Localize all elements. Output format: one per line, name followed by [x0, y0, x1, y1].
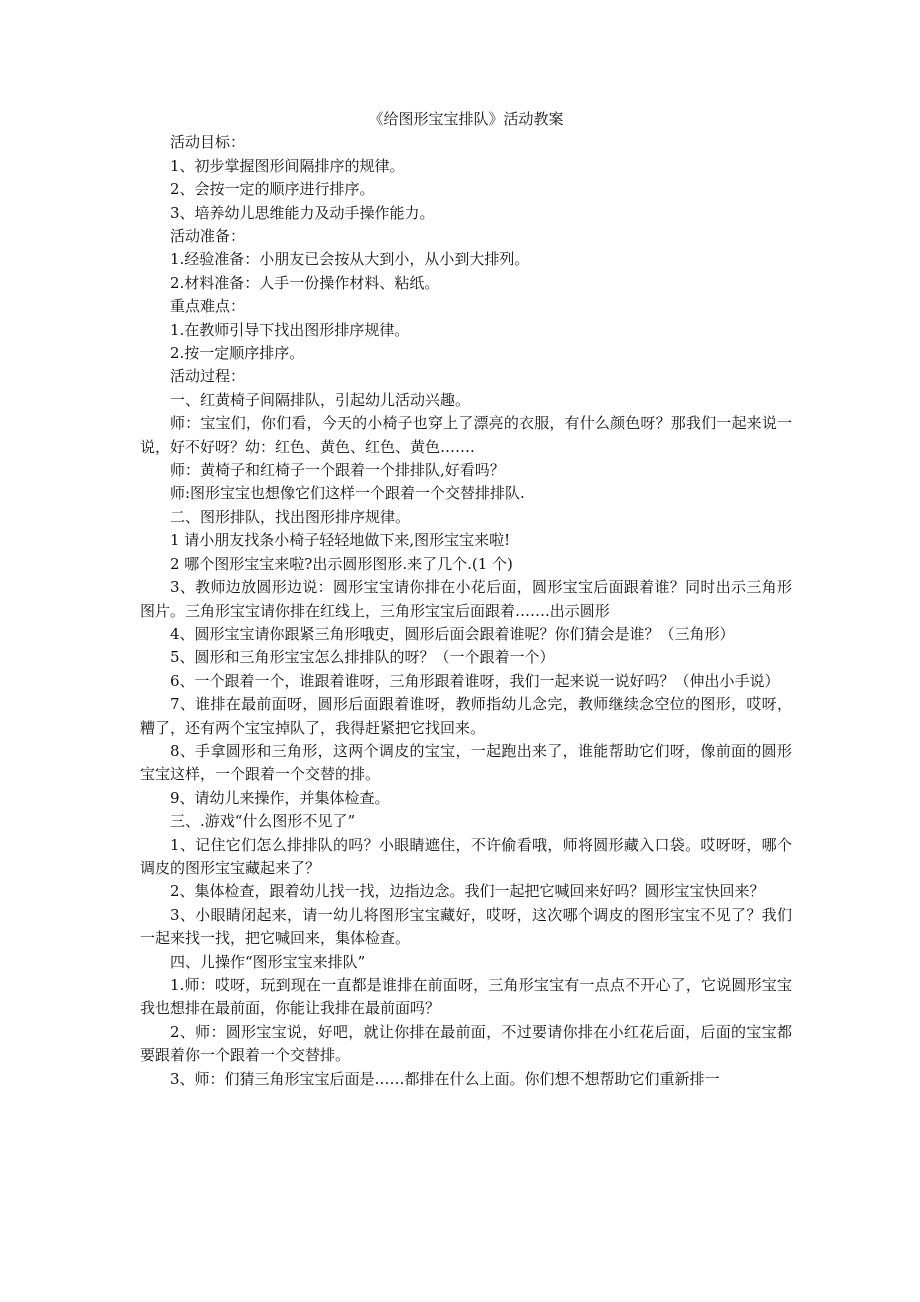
paragraph: 8、手拿圆形和三角形，这两个调皮的宝宝，一起跑出来了，谁能帮助它们呀，像前面的圆形宝宝这样，一个跟着一个交替的排。	[140, 741, 792, 784]
paragraph: 3、师：们猜三角形宝宝后面是……都排在什么上面。你们想不想帮助它们重新排一	[170, 1069, 720, 1088]
paragraph: 2 哪个图形宝宝来啦?出示圆形图形.来了几个.(1 个)	[170, 554, 513, 573]
paragraph: 3、小眼睛闭起来，请一幼儿将图形宝宝藏好，哎呀，这次哪个调皮的图形宝宝不见了？我们一起来找一找，把它喊回来，集体检查。	[140, 905, 792, 948]
paragraph: 2、师：圆形宝宝说，好吧，就让你排在最前面，不过要请你排在小红花后面，后面的宝宝都要跟着你一个跟着一个交替排。	[140, 1022, 792, 1065]
document-body	[140, 108, 792, 1091]
paragraph: 一、红黄椅子间隔排队，引起幼儿活动兴趣。	[170, 390, 471, 409]
paragraph: 师：宝宝们，你们看，今天的小椅子也穿上了漂亮的衣服，有什么颜色呀？那我们一起来说一说，好不好呀？幼：红色、黄色、红色、黄色…….	[140, 414, 792, 456]
paragraph: 9、请幼儿来操作，并集体检查。	[170, 788, 390, 807]
paragraph: 活动过程：	[170, 367, 246, 386]
paragraph: 师：黄椅子和红椅子一个跟着一个排排队,好看吗？	[170, 461, 505, 480]
paragraph: 3、培养幼儿思维能力及动手操作能力。	[170, 203, 435, 222]
paragraph: 师:图形宝宝也想像它们这样一个跟着一个交替排排队.	[170, 484, 525, 503]
paragraph: 1、记住它们怎么排排队的吗？小眼睛遮住，不许偷看哦，师将圆形藏入口袋。哎呀呀，哪个调皮的图形宝宝藏起来了？	[140, 835, 792, 877]
paragraph: 2、会按一定的顺序进行排序。	[170, 180, 375, 199]
paragraph: 1.在教师引导下找出图形排序规律。	[170, 320, 410, 339]
paragraph: 活动准备：	[170, 227, 246, 246]
paragraph: 6、一个跟着一个，谁跟着谁呀，三角形跟着谁呀，我们一起来说一说好吗？（伸出小手说）	[170, 671, 780, 690]
paragraph: 1.师：哎呀，玩到现在一直都是谁排在前面呀，三角形宝宝有一点点不开心了，它说圆形宝宝我也想排在最前面，你能让我排在最前面吗？	[140, 976, 792, 1018]
paragraph: 2.按一定顺序排序。	[170, 344, 305, 363]
paragraph: 2、集体检查，跟着幼儿找一找，边指边念。我们一起把它喊回来好吗？圆形宝宝快回来？	[170, 882, 765, 901]
paragraph: 1 请小朋友找条小椅子轻轻地做下来,图形宝宝来啦!	[170, 531, 511, 550]
paragraph: 重点难点：	[170, 297, 246, 316]
paragraph: 4、圆形宝宝请你跟紧三角形哦吏，圆形后面会跟着谁呢？你们猜会是谁？（三角形）	[170, 624, 735, 643]
paragraph: 3、教师边放圆形边说：圆形宝宝请你排在小花后面，圆形宝宝后面跟着谁？同时出示三角形图片。三角形宝宝请你排在红线上，三角形宝宝后面跟着…….出示圆形	[140, 578, 792, 620]
paragraph: 5、圆形和三角形宝宝怎么排排队的呀？（一个跟着一个）	[170, 648, 555, 667]
paragraph: 7、谁排在最前面呀，圆形后面跟着谁呀，教师指幼儿念完，教师继续念空位的图形，哎呀，糟了，还有两个宝宝掉队了，我得赶紧把它找回来。	[140, 695, 792, 737]
document-paragraphs	[140, 131, 792, 1091]
paragraph: 二、图形排队，找出图形排序规律。	[170, 507, 411, 526]
paragraph: 四、儿操作“图形宝宝来排队”	[170, 952, 366, 971]
paragraph: 2.材料准备：人手一份操作材料、粘纸。	[170, 273, 440, 292]
paragraph: 1、初步掌握图形间隔排序的规律。	[170, 156, 405, 175]
paragraph: 三、.游戏“什么图形不见了”	[170, 812, 356, 831]
paragraph: 活动目标：	[170, 133, 246, 152]
document-title: 《给图形宝宝排队》活动教案	[368, 110, 564, 128]
paragraph: 1.经验准备：小朋友已会按从大到小，从小到大排列。	[170, 250, 530, 269]
